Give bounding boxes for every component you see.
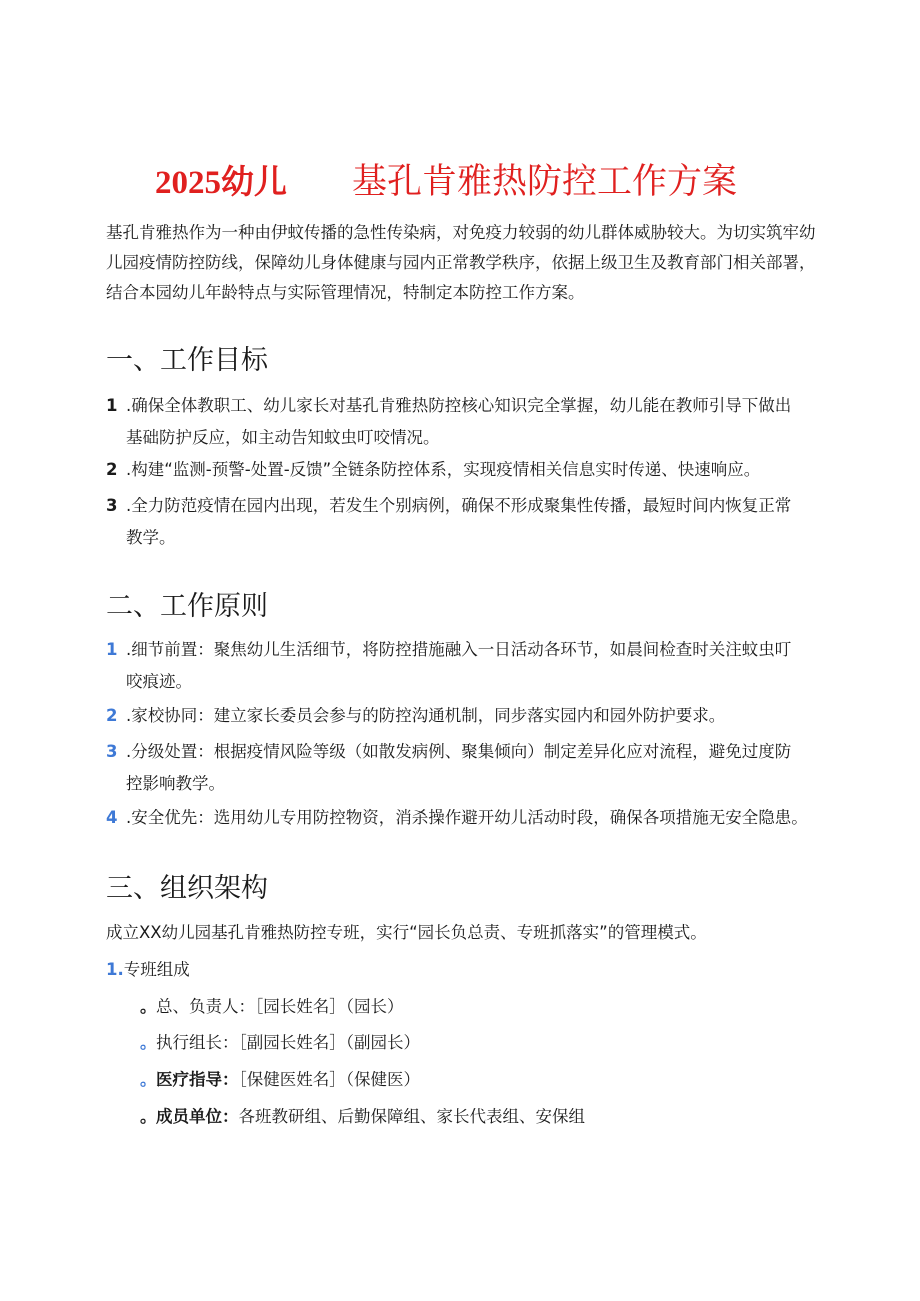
section1-item-3 — [106, 490, 826, 554]
title-part-2: 基孔肯雅热防控工作方案 — [352, 162, 738, 202]
member-value: ［园长姓名］（园长） — [255, 997, 404, 1016]
item-number: 3 — [106, 496, 118, 515]
item-text: .分级处置：根据疫情风险等级（如散发病例、聚集倾向）制定差异化应对流程，避免过度防 — [126, 742, 792, 761]
item-number: 3 — [106, 742, 118, 761]
member-row-1 — [140, 992, 404, 1022]
item-text: .确保全体教职工、幼儿家长对基孔肯雅热防控核心知识完全掌握，幼儿能在教师引导下做出 — [126, 396, 792, 415]
section2-item-3 — [106, 736, 826, 800]
item-text-cont: 控影响教学。 — [126, 774, 225, 793]
item-number: 4 — [106, 808, 118, 827]
item-number: 1 — [106, 640, 118, 659]
member-label: 总、负责人： — [156, 997, 255, 1016]
subheading-text: 专班组成 — [123, 960, 190, 979]
section1-item-1 — [106, 390, 826, 454]
item-text-cont: 咬痕迹。 — [126, 672, 192, 691]
subheading-number: 1. — [106, 960, 124, 979]
item-text: .细节前置：聚焦幼儿生活细节，将防控措施融入一日活动各环节，如晨间检查时关注蚊虫叮 — [126, 640, 792, 659]
item-number: 2 — [106, 706, 118, 725]
item-text: .构建“监测-预警-处置-反馈”全链条防控体系，实现疫情相关信息实时传递、快速响应。 — [126, 460, 761, 479]
document-title — [0, 152, 920, 212]
member-label: 成员单位： — [156, 1107, 239, 1126]
bullet-icon: 。 — [140, 1107, 157, 1126]
item-text-cont: 教学。 — [126, 528, 176, 547]
section2-item-2 — [106, 700, 826, 732]
bullet-icon: 。 — [140, 1033, 157, 1052]
section1-item-2 — [106, 454, 826, 486]
section1-heading: 一、工作目标 — [106, 345, 268, 376]
section3-intro: 成立XX幼儿园基孔肯雅热防控专班，实行“园长负总责、专班抓落实”的管理模式。 — [106, 923, 707, 942]
item-text: .全力防范疫情在园内出现，若发生个别病例，确保不形成聚集性传播，最短时间内恢复正常 — [126, 496, 792, 515]
bullet-icon: 。 — [140, 997, 157, 1016]
section2-item-1 — [106, 634, 826, 698]
member-row-4 — [140, 1102, 585, 1132]
member-row-2 — [140, 1028, 420, 1058]
section3-subheading — [106, 955, 826, 985]
title-part-1: 2025幼儿 — [155, 165, 287, 201]
section2-heading: 二、工作原则 — [106, 591, 268, 622]
intro-paragraph: 基孔肯雅热作为一种由伊蚊传播的急性传染病，对免疫力较弱的幼儿群体威胁较大。为切实筑牢幼儿园疫情防控防线，保障幼儿身体健康与园内正常教学秩序，依据上级卫生及教育部门相关部署，结合本园幼儿年龄特点与实际管理情况，特制定本防控工作方案。 — [106, 223, 816, 302]
bullet-icon: 。 — [140, 1070, 157, 1089]
section2-item-4 — [106, 802, 826, 834]
item-text: .家校协同：建立家长委员会参与的防控沟通机制，同步落实园内和园外防护要求。 — [126, 706, 726, 725]
item-number: 2 — [106, 460, 118, 479]
section3-heading: 三、组织架构 — [106, 873, 268, 904]
item-number: 1 — [106, 396, 118, 415]
member-row-3 — [140, 1065, 420, 1095]
member-value: ［副园长姓名］（副园长） — [238, 1033, 420, 1052]
member-label: 执行组长： — [156, 1033, 239, 1052]
item-text-cont: 基础防护反应，如主动告知蚊虫叮咬情况。 — [126, 428, 440, 447]
item-text: .安全优先：选用幼儿专用防控物资，消杀操作避开幼儿活动时段，确保各项措施无安全隐患。 — [126, 808, 808, 827]
member-label: 医疗指导： — [156, 1070, 239, 1089]
member-value: 各班教研组、后勤保障组、家长代表组、安保组 — [238, 1107, 585, 1126]
member-value: ［保健医姓名］（保健医） — [238, 1070, 420, 1089]
